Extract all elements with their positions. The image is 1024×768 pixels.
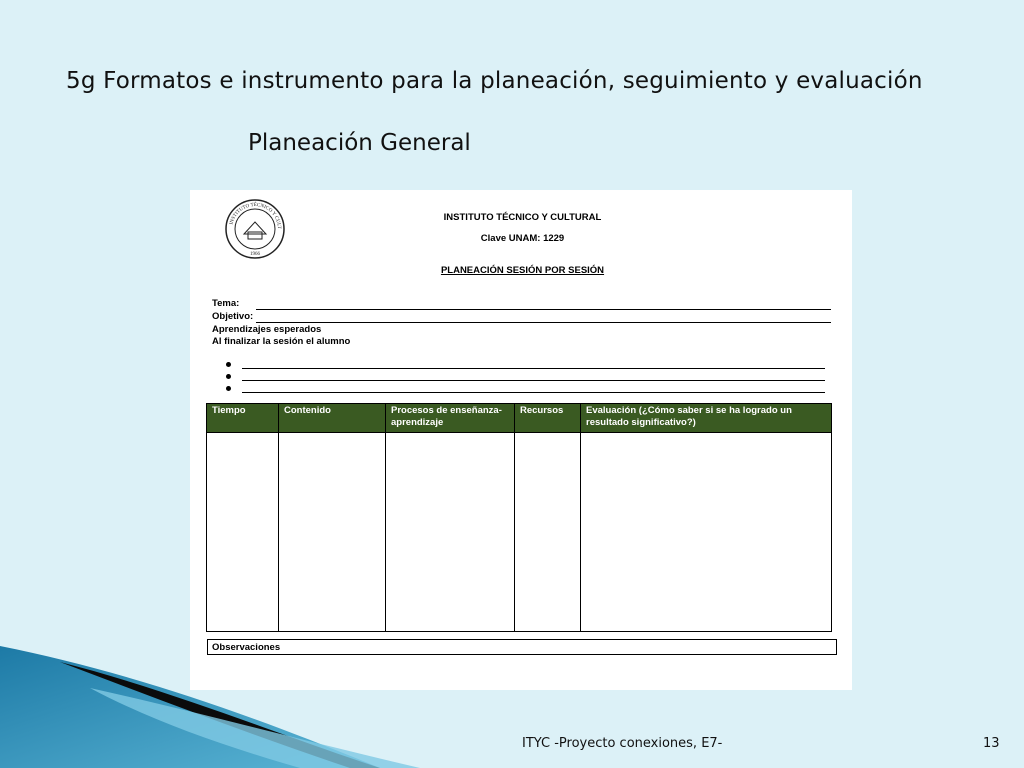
slide-title: 5g Formatos e instrumento para la planeación, seguimiento y evaluación (66, 68, 923, 94)
tema-line (256, 309, 831, 310)
column-header: Procesos de enseñanza-aprendizaje (386, 404, 515, 433)
footer-text: ITYC -Proyecto conexiones, E7- (522, 736, 723, 751)
planning-form-image (190, 190, 852, 690)
bullet-icon (226, 362, 231, 367)
institution-code: Clave UNAM: 1229 (480, 233, 565, 244)
column-header: Tiempo (207, 404, 279, 433)
bullet-line (242, 380, 825, 381)
page-number: 13 (983, 736, 1000, 751)
column-header: Recursos (515, 404, 581, 433)
seal-text: INSTITUTO TÉCNICO Y CULT (229, 202, 282, 230)
column-header: Evaluación (¿Cómo saber si se ha logrado un resultado significativo?) (581, 404, 832, 433)
al-finalizar-label: Al finalizar la sesión el alumno (212, 336, 351, 347)
bullet-line (242, 368, 825, 369)
column-header: Contenido (279, 404, 386, 433)
seal-year: 1966 (250, 252, 260, 257)
aprendizajes-label: Aprendizajes esperados (212, 324, 322, 335)
table-cell (386, 433, 515, 632)
table-row (207, 433, 832, 632)
institution-seal-icon (224, 198, 286, 260)
planning-table (206, 403, 832, 632)
table-cell (515, 433, 581, 632)
table-cell (581, 433, 832, 632)
bullet-line (242, 392, 825, 393)
bullet-icon (226, 386, 231, 391)
table-cell (207, 433, 279, 632)
corner-swoosh-decoration (0, 640, 420, 768)
observaciones-box: Observaciones (207, 639, 837, 655)
slide-subtitle: Planeación General (248, 130, 471, 156)
tema-label: Tema: (212, 298, 240, 309)
institution-name: INSTITUTO TÉCNICO Y CULTURAL (443, 212, 602, 223)
objetivo-label: Objetivo: (212, 311, 254, 322)
table-cell (279, 433, 386, 632)
bullet-icon (226, 374, 231, 379)
form-heading: PLANEACIÓN SESIÓN POR SESIÓN (440, 265, 605, 276)
objetivo-line (256, 322, 831, 323)
table-header-row (207, 404, 832, 433)
